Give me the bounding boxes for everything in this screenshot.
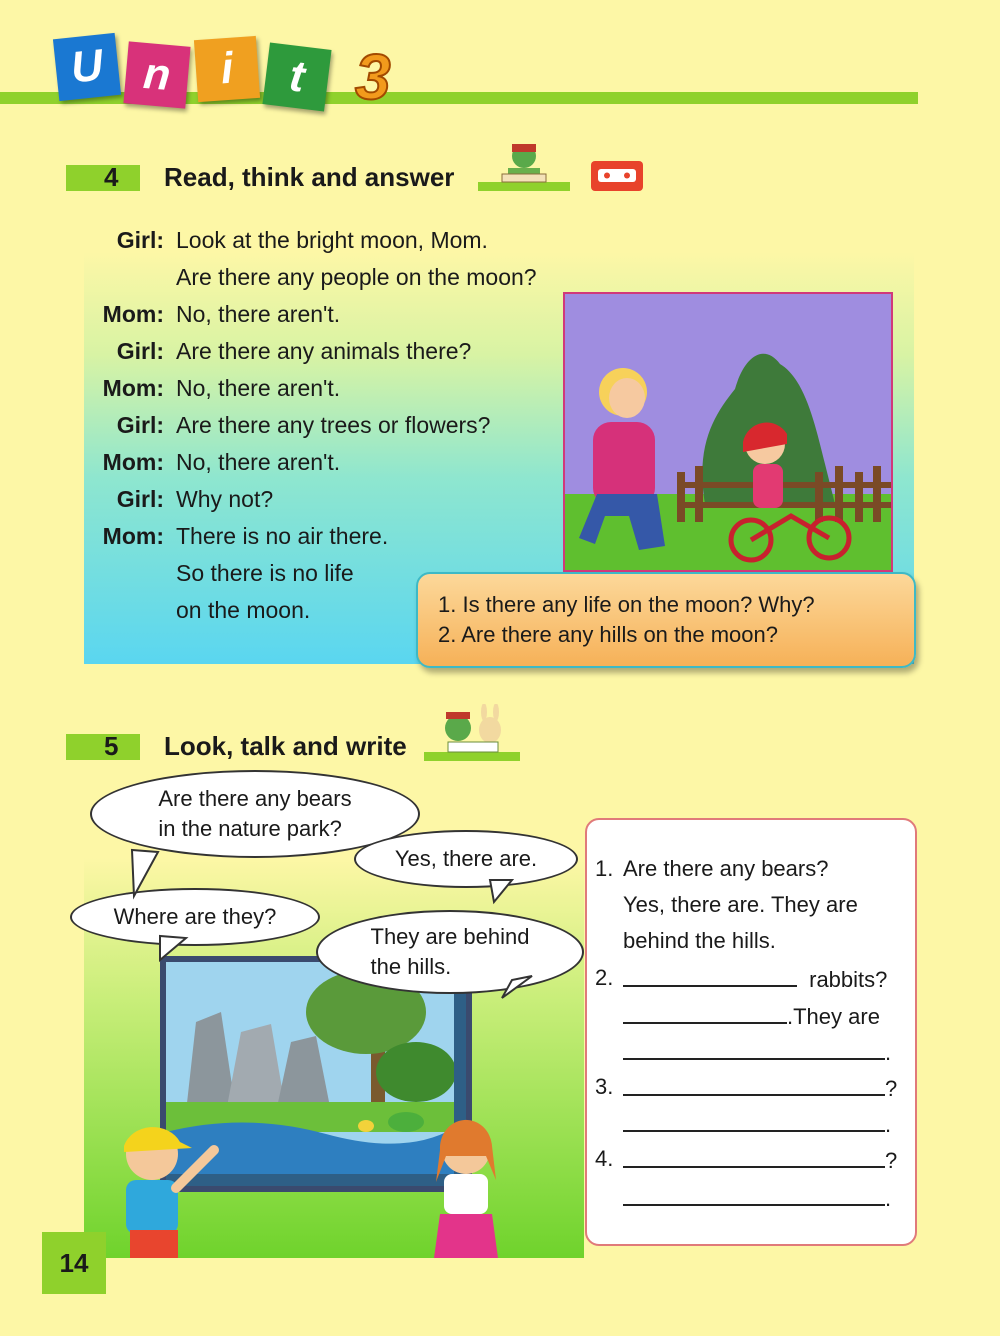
page-number: 14 — [42, 1232, 106, 1294]
question-2: 2. Are there any hills on the moon? — [438, 622, 778, 647]
answer-word: rabbits? — [809, 967, 888, 992]
item-number: 4. — [595, 1146, 614, 1171]
answer-punct: . — [885, 1040, 892, 1065]
item-number: 3. — [595, 1074, 614, 1099]
dialogue-text: Why not? — [176, 486, 274, 512]
dialogue-line — [84, 407, 537, 444]
speaker: Girl: — [116, 227, 164, 253]
unit-tile-i — [194, 36, 260, 102]
dialogue-line — [84, 444, 537, 481]
section4-title: Read, think and answer — [164, 162, 455, 192]
question-1: 1. Is there any life on the moon? Why? — [438, 592, 815, 617]
bubble-text: the hills. — [370, 954, 452, 979]
answer-line: behind the hills. — [623, 928, 776, 953]
answer-row — [623, 1146, 897, 1174]
speaker: Girl: — [116, 338, 164, 364]
moon-illustration — [563, 292, 893, 572]
unit-letter: U — [68, 40, 106, 93]
mother-daughter-illustration — [565, 294, 891, 570]
section4-number: 4 — [104, 162, 119, 192]
answer-punct: ? — [885, 1076, 898, 1101]
unit-tile-u — [53, 33, 121, 101]
bubble-text: They are behind — [370, 924, 530, 949]
answer-blank[interactable] — [623, 1146, 885, 1168]
section4-tab — [66, 165, 140, 191]
writing-exercise-box — [585, 818, 917, 1246]
reading-animals-icon — [424, 704, 520, 762]
speaker: Mom: — [102, 375, 164, 401]
speaker: Girl: — [116, 412, 164, 438]
item-number: 1. — [595, 856, 614, 881]
answer-blank[interactable] — [623, 1074, 885, 1096]
item-number: 2. — [595, 965, 614, 990]
speaker: Girl: — [116, 486, 164, 512]
unit-tile-t — [262, 42, 331, 111]
section5-title: Look, talk and write — [164, 731, 407, 761]
dialogue-text: No, there aren't. — [176, 301, 341, 327]
dialogue-text: So there is no life — [176, 560, 354, 586]
girl-illustration — [420, 1110, 510, 1258]
dialogue-text: Are there any people on the moon? — [176, 264, 537, 290]
dialogue-text: on the moon. — [176, 597, 311, 623]
dialogue-line — [84, 222, 537, 259]
dialogue-line — [84, 333, 537, 370]
unit-letter: i — [219, 43, 235, 94]
dialogue-line — [84, 481, 537, 518]
answer-punct: . — [885, 1112, 892, 1137]
bubble-text: Where are they? — [113, 904, 277, 929]
cassette-icon[interactable] — [590, 160, 644, 192]
bubble-text: in the nature park? — [158, 816, 342, 841]
answer-blank[interactable] — [623, 1038, 885, 1060]
answer-punct: ? — [885, 1148, 898, 1173]
dialogue-text: No, there aren't. — [176, 449, 341, 475]
section5-tab — [66, 734, 140, 760]
answer-punct: . — [885, 1186, 892, 1211]
unit-tile-n — [123, 41, 190, 108]
speaker: Mom: — [102, 523, 164, 549]
answer-row — [623, 965, 887, 993]
answer-line: Yes, there are. They are — [623, 892, 858, 917]
dialogue-text: Are there any animals there? — [176, 338, 472, 364]
bubble-text: Yes, there are. — [394, 846, 538, 871]
answer-row — [623, 1038, 891, 1066]
answer-row — [623, 1002, 880, 1030]
answer-blank[interactable] — [623, 1184, 885, 1206]
dialogue-line — [84, 370, 537, 407]
speaker: Mom: — [102, 449, 164, 475]
dialogue-line — [84, 259, 537, 296]
speaker: Mom: — [102, 301, 164, 327]
answer-row — [623, 1110, 891, 1138]
unit-number: 3 — [355, 41, 393, 113]
answer-row — [623, 1074, 897, 1102]
bubble-text: Are there any bears — [158, 786, 352, 811]
bubble-tails — [120, 840, 600, 1000]
dialogue — [84, 222, 537, 629]
answer-row — [623, 1184, 891, 1212]
section5-number: 5 — [104, 731, 119, 761]
dialogue-text: There is no air there. — [176, 523, 389, 549]
unit-letter: t — [286, 51, 308, 102]
reading-kid-icon — [478, 138, 570, 192]
dialogue-line — [84, 518, 537, 555]
answer-line: Are there any bears? — [623, 856, 829, 881]
questions-box — [416, 572, 916, 668]
answer-blank[interactable] — [623, 1110, 885, 1132]
boy-pointing-illustration — [96, 1112, 226, 1258]
answer-blank[interactable] — [623, 965, 797, 987]
dialogue-text: Look at the bright moon, Mom. — [176, 227, 488, 253]
unit-letter: n — [141, 48, 173, 101]
dialogue-line — [84, 296, 537, 333]
dialogue-text: Are there any trees or flowers? — [176, 412, 491, 438]
answer-word: .They are — [787, 1004, 880, 1029]
answer-blank[interactable] — [623, 1002, 787, 1024]
dialogue-text: No, there aren't. — [176, 375, 341, 401]
